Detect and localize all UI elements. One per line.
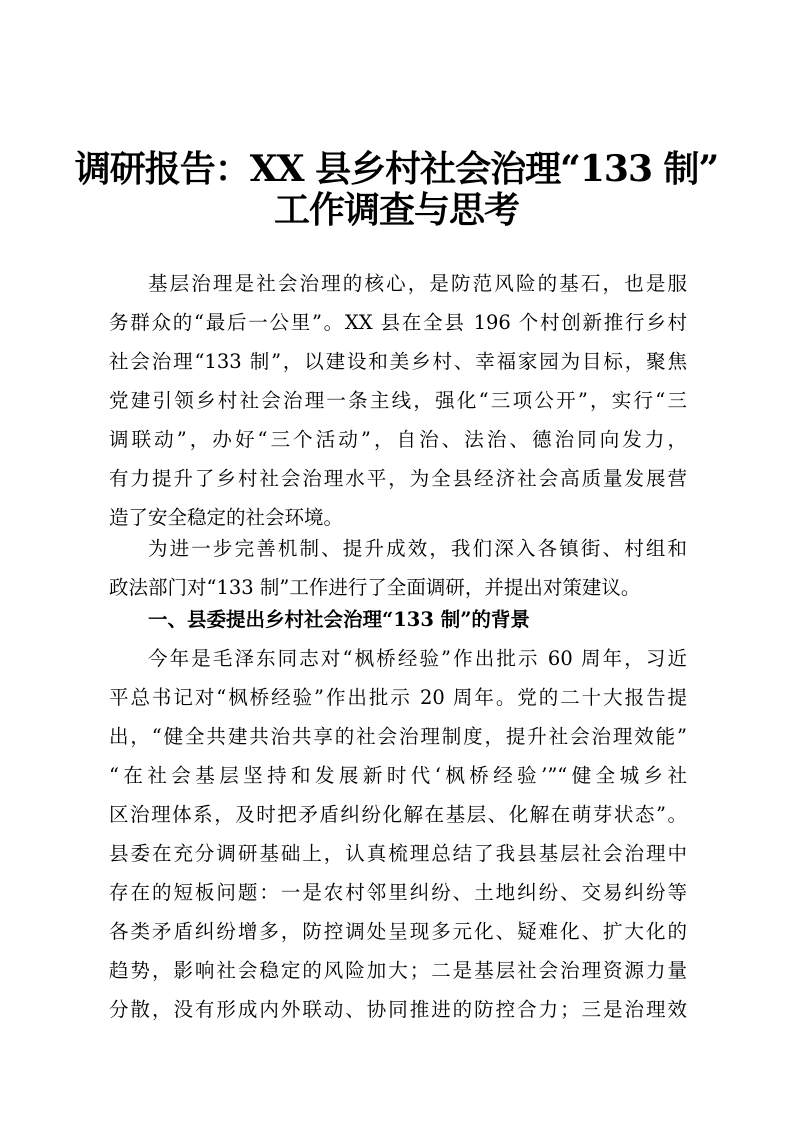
paragraph-2-line-1: 为进一步完善机制、提升成效，我们深入各镇街、村组和 bbox=[148, 537, 687, 560]
paragraph-3-line-6: 县委在充分调研基础上，认真梳理总结了我县基层社会治理中 bbox=[109, 842, 687, 865]
paragraph-3-line-7: 存在的短板问题：一是农村邻里纠纷、土地纠纷、交易纠纷等 bbox=[109, 881, 687, 904]
paragraph-3-line-2: 平总书记对“枫桥经验”作出批示 20 周年。党的二十大报告提 bbox=[109, 686, 687, 709]
paragraph-3-line-1: 今年是毛泽东同志对“枫桥经验”作出批示 60 周年，习近 bbox=[148, 647, 687, 670]
paragraph-3-line-4: “在社会基层坚持和发展新时代‘枫桥经验’”“健全城乡社 bbox=[109, 764, 687, 787]
paragraph-1-line-7: 造了安全稳定的社会环境。 bbox=[109, 506, 344, 529]
paragraph-3-line-5: 区治理体系，及时把矛盾纠纷化解在基层、化解在萌芽状态”。 bbox=[109, 803, 687, 826]
paragraph-1-line-2: 务群众的“最后一公里”。XX 县在全县 196 个村创新推行乡村 bbox=[109, 311, 687, 334]
section-heading-1: 一、县委提出乡村社会治理“133 制”的背景 bbox=[148, 608, 530, 631]
paragraph-1-line-3: 社会治理“133 制”，以建设和美乡村、幸福家园为目标，聚焦 bbox=[109, 350, 687, 373]
paragraph-1-line-6: 有力提升了乡村社会治理水平，为全县经济社会高质量发展营 bbox=[109, 467, 687, 490]
paragraph-3-line-9: 趋势，影响社会稳定的风险加大；二是基层社会治理资源力量 bbox=[109, 959, 687, 982]
paragraph-1-line-5: 调联动”，办好“三个活动”，自治、法治、德治同向发力， bbox=[109, 428, 687, 451]
document-title-line-1: 调研报告：XX 县乡村社会治理“133 制” bbox=[74, 148, 719, 190]
paragraph-2-line-2: 政法部门对“133 制”工作进行了全面调研，并提出对策建议。 bbox=[109, 576, 641, 599]
paragraph-1-line-4: 党建引领乡村社会治理一条主线，强化“三项公开”，实行“三 bbox=[109, 389, 687, 412]
paragraph-3-line-10: 分散，没有形成内外联动、协同推进的防控合力；三是治理效 bbox=[109, 998, 687, 1021]
paragraph-3-line-8: 各类矛盾纠纷增多，防控调处呈现多元化、疑难化、扩大化的 bbox=[109, 920, 687, 943]
paragraph-1-line-1: 基层治理是社会治理的核心，是防范风险的基石，也是服 bbox=[148, 272, 687, 295]
paragraph-3-line-3: 出，“健全共建共治共享的社会治理制度，提升社会治理效能” bbox=[109, 725, 687, 748]
document-title-line-2: 工作调查与思考 bbox=[273, 189, 519, 231]
